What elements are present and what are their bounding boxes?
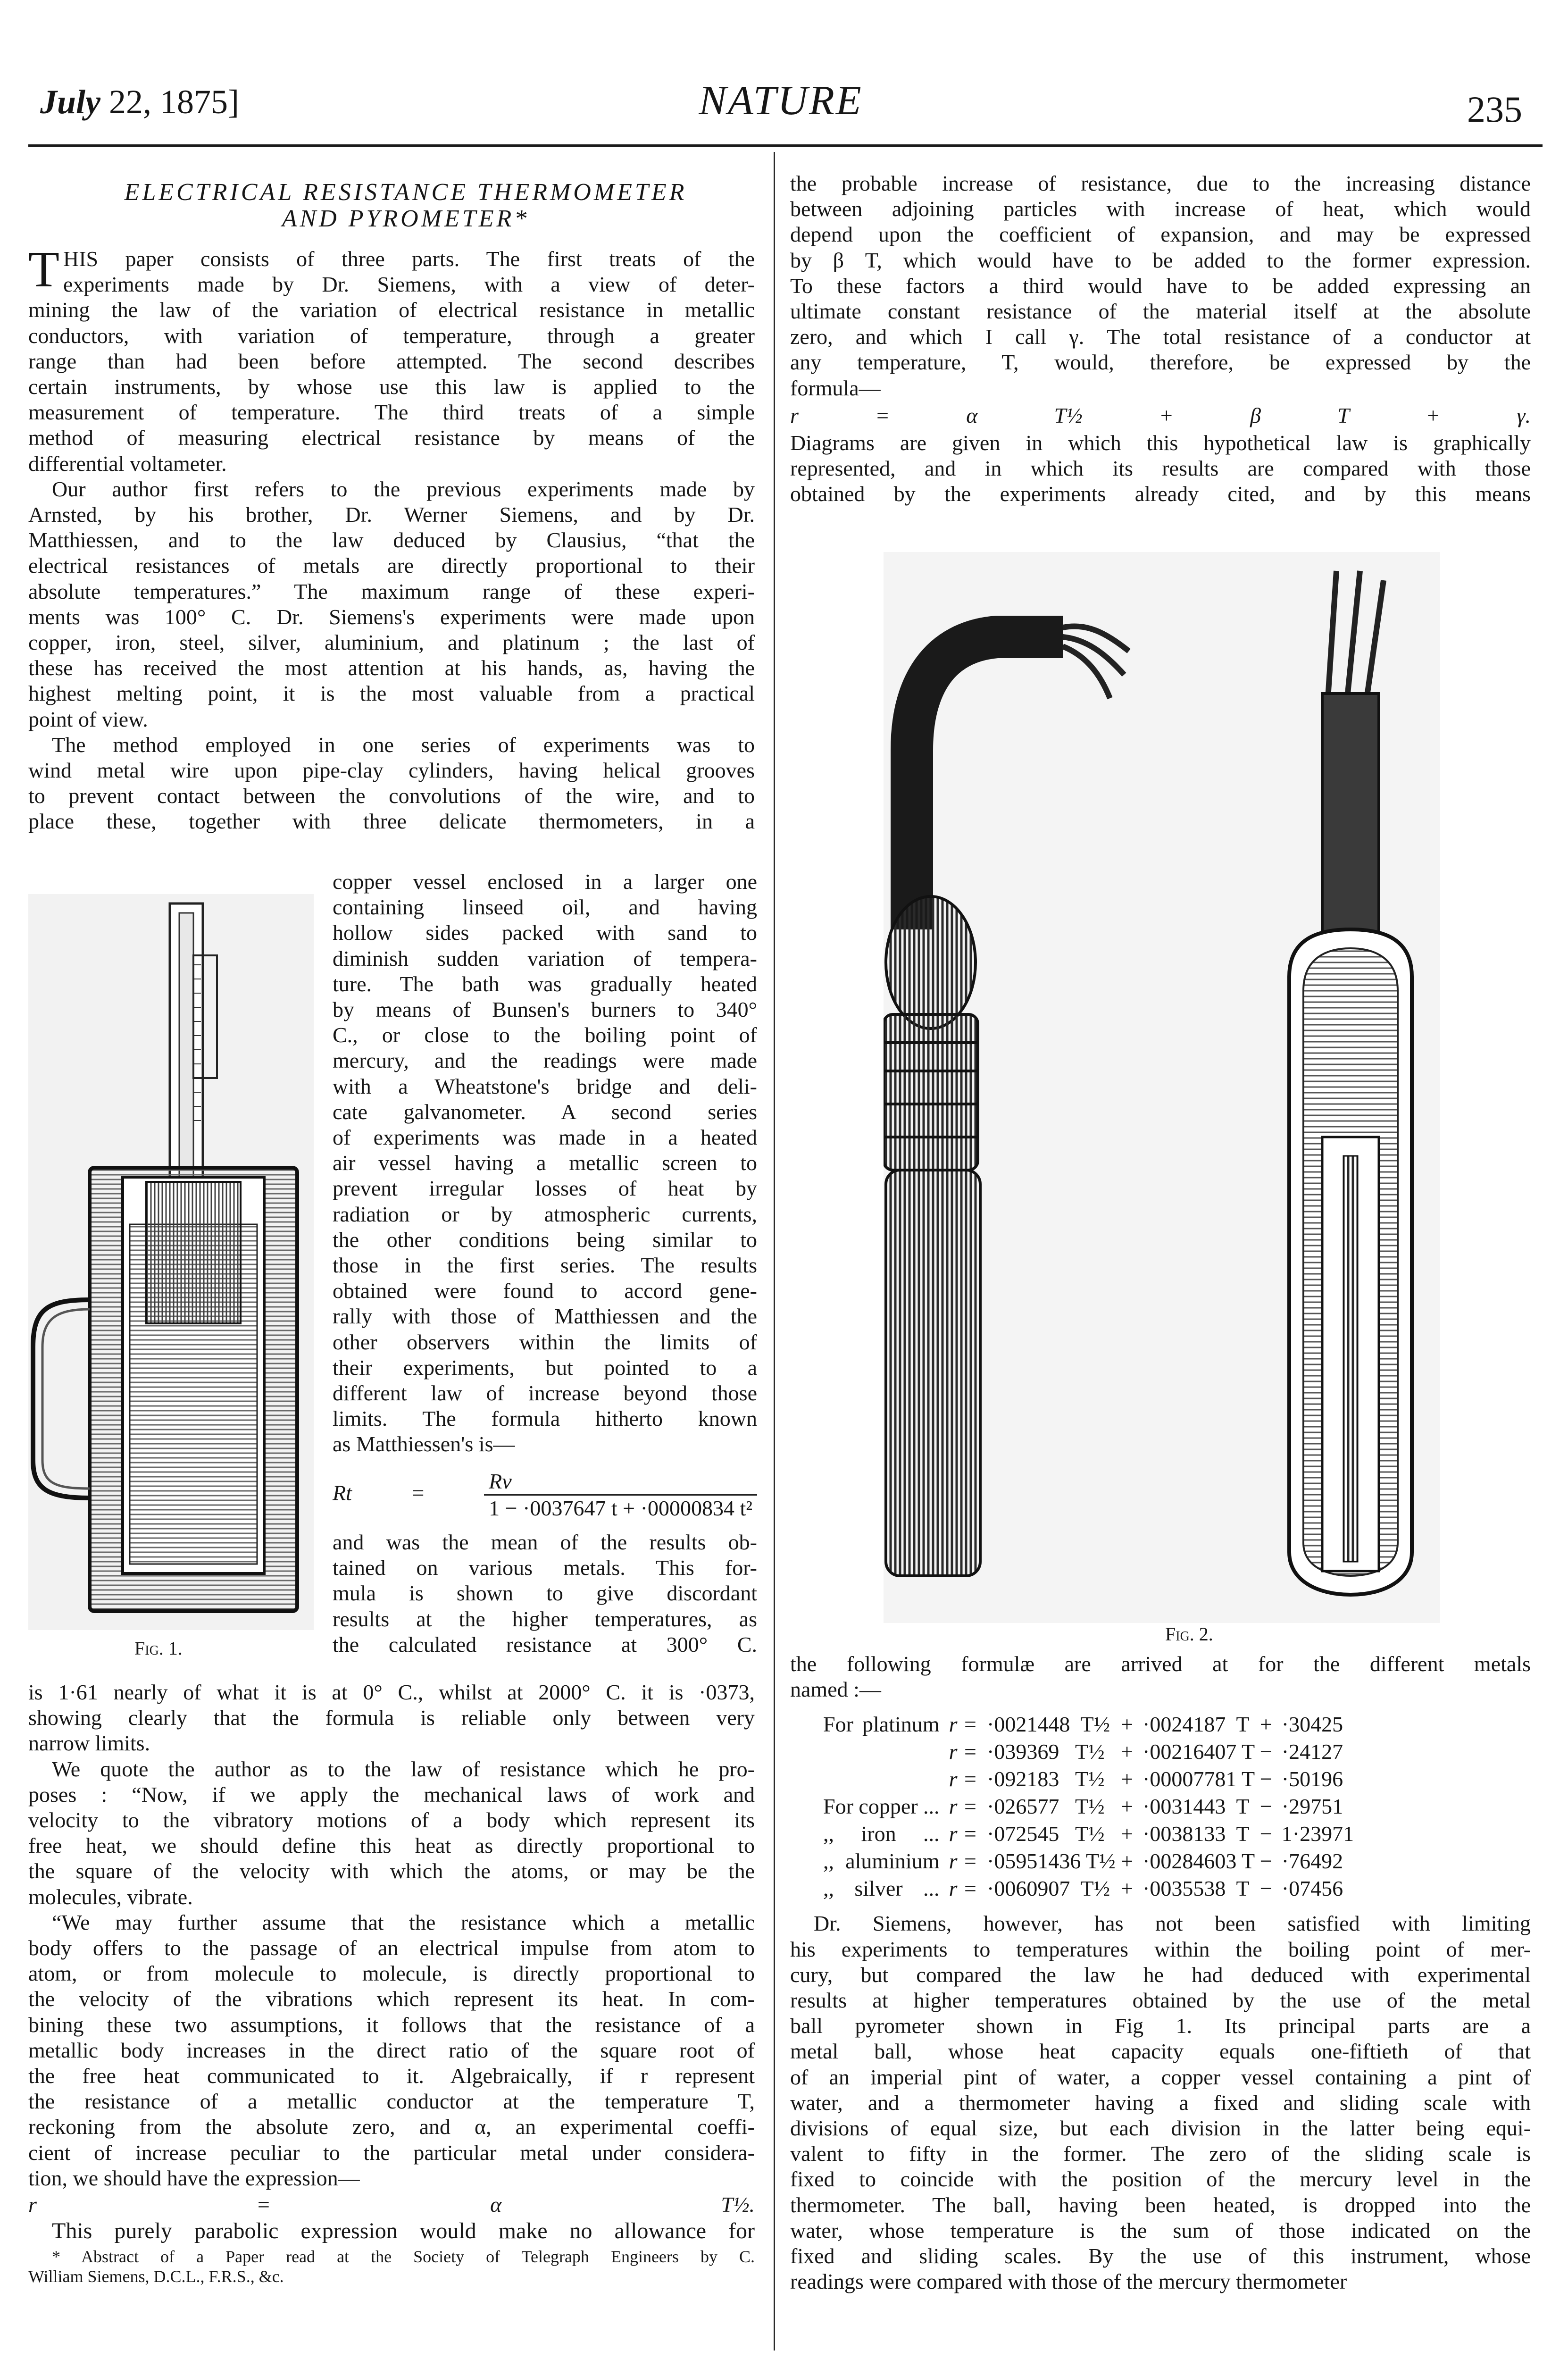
text-line: conductors, with variation of temperature, through a greater (28, 323, 755, 348)
text-line: results at higher temperatures obtained by the use of the metal (790, 1988, 1531, 2013)
figure-2-caption: Fig. 2. (1165, 1623, 1213, 1645)
text-line: formula— (790, 376, 881, 400)
text-line: point of view. (28, 707, 148, 731)
text-line: mining the law of the variation of electrical resistance in metallic (28, 298, 755, 322)
text-line: electrical resistances of metals are directly proportional to their (28, 553, 755, 578)
text-line: by β T, which would have to be added to the former expression. (790, 248, 1531, 272)
text-line: reckoning from the absolute zero, and α, an experimental coeffi- (28, 2115, 755, 2139)
coef-a: ·0060907 T½ + (987, 1876, 1134, 1901)
right-column-bottom (790, 1651, 1531, 2294)
text-line: certain instruments, by whose use this law is applied to the (28, 375, 755, 399)
text-line: ultimate constant resistance of the material itself at the absolute (790, 299, 1531, 324)
text-line: method of measuring electrical resistance by means of the (28, 426, 755, 450)
formula-row (818, 1765, 1359, 1793)
formula-r: r = (949, 1876, 978, 1901)
text-line: fixed and sliding scales. By the use of this instrument, whose (790, 2244, 1531, 2268)
text-line: water, and a thermometer having a fixed and sliding scale with (790, 2090, 1531, 2115)
page-number: 235 (1467, 89, 1522, 130)
text-line: to prevent contact between the convolutions of the wire, and to (28, 784, 755, 808)
text-line: tained on various metals. This for- (333, 1556, 757, 1580)
text-line: the probable increase of resistance, due to the increasing distance (790, 171, 1531, 195)
text-line: atom, or from molecule to molecule, is directly proportional to (28, 1961, 755, 1986)
text-line: their experiments, but pointed to a (333, 1355, 757, 1380)
text-line: any temperature, T, would, therefore, be expressed by the (790, 350, 1531, 375)
text-line: We quote the author as to the law of resistance which he pro- (52, 1757, 755, 1781)
formula-numerator: Rv (484, 1469, 757, 1496)
article-title-line: ELECTRICAL RESISTANCE THERMOMETER (124, 179, 687, 206)
paragraph (28, 1757, 755, 1910)
coef-a: ·092183 T½ + (987, 1767, 1134, 1791)
text-line: cient of increase peculiar to the particular metal under considera- (28, 2140, 755, 2165)
footnote-line: William Siemens, D.C.L., F.R.S., &c. (28, 2267, 284, 2286)
header-date (40, 83, 239, 121)
text-line: The method employed in one series of experiments was to (52, 732, 755, 757)
text-line: zero, and which I call γ. The total resistance of a conductor at (790, 325, 1531, 349)
journal-title: NATURE (699, 78, 863, 124)
text-line: those in the first series. The results (333, 1253, 757, 1278)
text-line: water, whose temperature is the sum of those indicated on the (790, 2218, 1531, 2242)
header-date-rest: 22, 1875] (109, 83, 239, 121)
formula-denominator: 1 − ·0037647 t + ·00000834 t² (489, 1496, 753, 1520)
coef-b: ·0024187 T + (1143, 1712, 1272, 1737)
coef-c: ·30425 (1281, 1712, 1343, 1737)
text-line: experiments made by Dr. Siemens, with a view of deter- (63, 272, 755, 297)
coef-b: ·00007781 T − (1143, 1767, 1272, 1791)
left-column-bottom (28, 1680, 755, 2286)
coef-a: ·072545 T½ + (987, 1822, 1134, 1846)
metal-name (818, 1765, 944, 1793)
text-line: represented, and in which its results are compared with those (790, 456, 1531, 481)
paragraph (28, 1680, 755, 1757)
figure-2 (884, 552, 1440, 1623)
text-line: metal ball, whose heat capacity equals one-fiftieth of that (790, 2039, 1531, 2064)
text-line: fixed to coincide with the position of the mercury level in the (790, 2167, 1531, 2192)
metal-name: ,, iron ... (823, 1822, 940, 1846)
text-line: as Matthiessen's is— (333, 1432, 515, 1456)
text-line: valent to fifty in the former. The zero of the sliding scale is (790, 2142, 1531, 2166)
text-line: To these factors a third would have to be added expressing an (790, 273, 1531, 298)
coef-b: ·00284603 T − (1143, 1849, 1272, 1874)
coef-c: ·29751 (1281, 1794, 1343, 1819)
matthiessen-formula (333, 1469, 757, 1521)
text-line: cate galvanometer. A second series (333, 1099, 757, 1124)
text-line: depend upon the coefficient of expansion, and may be expressed (790, 222, 1531, 247)
formula-row (818, 1848, 1359, 1875)
text-line: copper vessel enclosed in a larger one (333, 870, 757, 894)
text-line: bining these two assumptions, it follows that the resistance of a (28, 2012, 755, 2037)
text-line: the calculated resistance at 300° C. (333, 1632, 757, 1656)
text-line: of an imperial pint of water, a copper vessel containing a pint of (790, 2065, 1531, 2089)
text-line: by means of Bunsen's burners to 340° (333, 997, 757, 1022)
coef-a: ·0021448 T½ + (987, 1712, 1134, 1737)
formula-fraction (484, 1469, 757, 1521)
metal-name: For platinum (823, 1712, 940, 1737)
text-line: velocity to the vibratory motions of a body which represent its (28, 1808, 755, 1832)
text-line: C., or close to the boiling point of (333, 1023, 757, 1047)
coef-c: 1·23971 (1281, 1822, 1354, 1846)
text-line: readings were compared with those of the mercury thermometer (790, 2269, 1347, 2294)
text-line: Arnsted, by his brother, Dr. Werner Siemens, and by Dr. (28, 502, 755, 527)
text-line: tion, we should have the expression— (28, 2166, 360, 2190)
text-line: the free heat communicated to it. Algebraically, if r represent (28, 2064, 755, 2088)
metal-name: ,, aluminium (823, 1849, 940, 1874)
formula-row (818, 1738, 1359, 1765)
text-line: rally with those of Matthiessen and the (333, 1304, 757, 1329)
text-line: different law of increase beyond those (333, 1381, 757, 1405)
text-line: measurement of temperature. The third treats of a simple (28, 400, 755, 425)
formula-total-resistance: r = α T½ + β T + γ. (790, 403, 1531, 427)
text-line: free heat, we should define this heat as directly proportional to (28, 1833, 755, 1858)
formula-row (818, 1875, 1359, 1902)
paragraph (28, 732, 755, 835)
text-line: the resistance of a metallic conductor at the temperature T, (28, 2089, 755, 2114)
left-column-top (28, 242, 755, 835)
coef-b: ·0038133 T − (1143, 1822, 1272, 1846)
formula-r: r = (949, 1767, 978, 1791)
formula-r: r = (949, 1822, 978, 1846)
text-line: differential voltameter. (28, 451, 227, 476)
text-line: molecules, vibrate. (28, 1884, 193, 1909)
paragraph (28, 1910, 755, 2191)
coef-b: ·0031443 T − (1143, 1794, 1272, 1819)
coef-c: ·07456 (1281, 1876, 1343, 1901)
footnote-line: * Abstract of a Paper read at the Society of Telegraph Engineers by C. (52, 2247, 755, 2267)
metal-name (818, 1738, 944, 1765)
text-line: the following formulæ are arrived at for the different metals (790, 1652, 1531, 1676)
coef-b: ·0035538 T − (1143, 1876, 1272, 1901)
metal-name: ,, silver ... (823, 1876, 940, 1901)
text-line: containing linseed oil, and having (333, 895, 757, 920)
header-date-month: July (40, 83, 101, 121)
text-line: the square of the velocity with which the atoms, or may be the (28, 1859, 755, 1883)
text-line: the velocity of the vibrations which represent its heat. In com- (28, 1987, 755, 2011)
text-line: “We may further assume that the resistance which a metallic (52, 1910, 755, 1934)
text-line: hollow sides packed with sand to (333, 920, 757, 945)
text-line: Matthiessen, and to the law deduced by Clausius, “that the (28, 528, 755, 552)
coef-b: ·00216407 T − (1143, 1740, 1272, 1764)
text-line: between adjoining particles with increase of heat, which would (790, 197, 1531, 221)
paragraph (28, 477, 755, 732)
article-title (45, 179, 767, 232)
article-title-line: AND PYROMETER* (282, 205, 530, 232)
text-line: Diagrams are given in which this hypothetical law is graphically (790, 431, 1531, 455)
figure-1-caption: Fig. 1. (134, 1638, 183, 1659)
formula-r: r = (949, 1740, 978, 1764)
column-divider (774, 152, 775, 2351)
text-line: ball pyrometer shown in Fig 1. Its principal parts are a (790, 2014, 1531, 2038)
text-line: the other conditions being similar to (333, 1227, 757, 1252)
text-line: HIS paper consists of three parts. The first treats of the (63, 247, 755, 271)
coef-a: ·05951436 T½ + (987, 1849, 1134, 1874)
figure-1-engraving (28, 894, 314, 1630)
text-line: obtained by the experiments already cited, and by this means (790, 482, 1531, 506)
figure-1 (28, 894, 314, 1630)
text-line: narrow limits. (28, 1731, 150, 1756)
text-line: body offers to the passage of an electrical impulse from atom to (28, 1936, 755, 1960)
header-rule (28, 144, 1543, 147)
text-line: mercury, and the readings were made (333, 1048, 757, 1073)
text-line: with a Wheatstone's bridge and deli- (333, 1074, 757, 1098)
text-line: copper, iron, steel, silver, aluminium, and platinum ; the last of (28, 630, 755, 655)
formula-row (818, 1793, 1359, 1820)
text-line: his experiments to temperatures within the boiling point of mer- (790, 1937, 1531, 1961)
text-line: absolute temperatures.” The maximum range of these experi- (28, 579, 755, 603)
formula-lhs: Rt = (333, 1480, 425, 1505)
metal-formulae-body (818, 1711, 1359, 1902)
text-line: and was the mean of the results ob- (333, 1530, 757, 1555)
text-line: mula is shown to give discordant (333, 1581, 757, 1606)
formula-r: r = (949, 1794, 978, 1819)
text-line: thermometer. The ball, having been heated, is dropped into the (790, 2192, 1531, 2217)
text-line: is 1·61 nearly of what it is at 0° C., whilst at 2000° C. it is ·0373, (28, 1680, 755, 1704)
text-line: of experiments was made in a heated (333, 1125, 757, 1150)
formula-row (818, 1820, 1359, 1848)
text-line: poses : “Now, if we apply the mechanical laws of work and (28, 1782, 755, 1807)
formula-r: r = (949, 1849, 978, 1874)
coef-c: ·76492 (1281, 1849, 1343, 1874)
text-line: diminish sudden variation of tempera- (333, 946, 757, 970)
formula-row (818, 1711, 1359, 1738)
coef-a: ·039369 T½ + (987, 1740, 1134, 1764)
coef-c: ·24127 (1281, 1740, 1343, 1764)
text-line: wind metal wire upon pipe-clay cylinders, having helical grooves (28, 758, 755, 783)
text-line: metallic body increases in the direct ratio of the square root of (28, 2038, 755, 2062)
text-line: Dr. Siemens, however, has not been satisfied with limiting (814, 1911, 1531, 1936)
text-line: This purely parabolic expression would make no allowance for (52, 2218, 755, 2244)
text-line: cury, but compared the law he had deduced with experimental (790, 1962, 1531, 1987)
text-line: prevent irregular losses of heat by (333, 1176, 757, 1201)
text-beside-figure-1 (333, 869, 757, 1657)
text-line: showing clearly that the formula is reliable only between very (28, 1706, 755, 1730)
text-line: range than had been before attempted. The second describes (28, 349, 755, 373)
text-line: other observers within the limits of (333, 1330, 757, 1354)
right-column-top (790, 171, 1531, 507)
formula-r: r = (949, 1712, 978, 1737)
coef-c: ·50196 (1281, 1767, 1343, 1791)
footnote (28, 2247, 755, 2286)
text-line: divisions of equal size, but each division in the latter being equi- (790, 2116, 1531, 2141)
text-line: Our author first refers to the previous experiments made by (52, 477, 755, 501)
text-line: highest melting point, it is the most valuable from a practical (28, 681, 755, 706)
text-line: named :— (790, 1677, 881, 1702)
paragraph (28, 242, 755, 477)
figure-2-engraving (884, 552, 1440, 1623)
text-line: ture. The bath was gradually heated (333, 971, 757, 996)
formula-parabolic: r = α T½. (28, 2192, 755, 2217)
text-line: place these, together with three delicate thermometers, in a (28, 809, 755, 834)
metal-name: For copper ... (823, 1794, 940, 1819)
metal-formulae-table (818, 1711, 1359, 1902)
text-line: limits. The formula hitherto known (333, 1406, 757, 1431)
text-line: air vessel having a metallic screen to (333, 1151, 757, 1175)
text-line: results at the higher temperatures, as (333, 1606, 757, 1631)
coef-a: ·026577 T½ + (987, 1794, 1134, 1819)
text-line: obtained were found to accord gene- (333, 1279, 757, 1303)
drop-cap: T (28, 242, 59, 298)
text-line: these has received the most attention at his hands, as, having the (28, 656, 755, 680)
text-line: ments was 100° C. Dr. Siemens's experiments were made upon (28, 604, 755, 629)
text-line: radiation or by atmospheric currents, (333, 1202, 757, 1226)
